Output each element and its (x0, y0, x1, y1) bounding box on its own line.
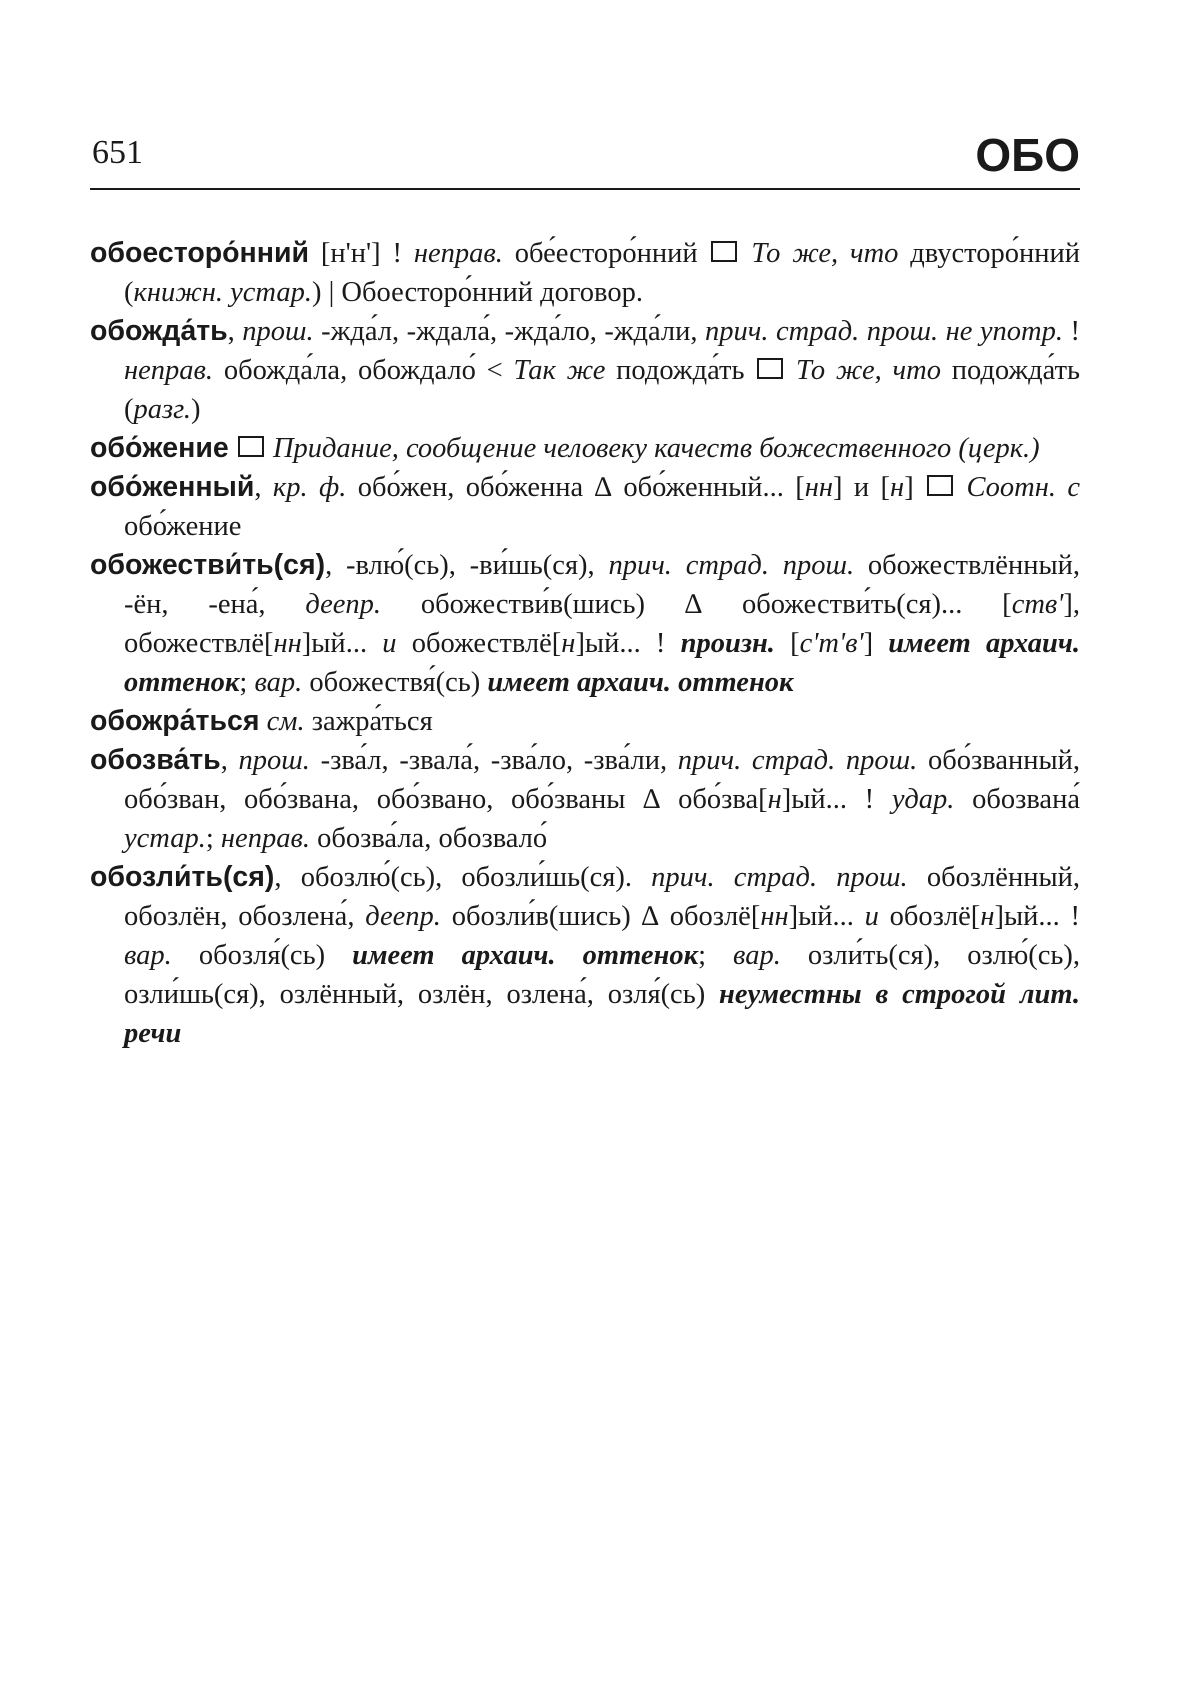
entry-headword: обожра́ться (90, 705, 260, 737)
square-box-icon (238, 436, 264, 457)
running-header (90, 118, 1080, 190)
dictionary-entry: обожестви́ть(ся), -влю́(сь), -ви́шь(ся), прич. страд. прош. обожествлённый, -ён, -ена́, деепр. обожестви́в(шись) ∆ обожестви́ть(ся)... [ств'], обожествлё[нн]ый... и обожествлё[н]ый... ! произн. [с'т'в'] имеет архаич. оттенок; вар. обожествя́(сь) имеет архаич. оттенок (90, 549, 1081, 698)
entry-headword: обожда́ть (90, 315, 228, 347)
dictionary-entry: обо́жение Придание, сообщение человеку качеств божественного (церк.) (90, 432, 1040, 464)
entry-headword: обо́жение (90, 432, 229, 464)
entry-headword: обозли́ть(ся) (90, 861, 275, 893)
entry-headword: обожестви́ть(ся) (90, 549, 326, 581)
dictionary-page (90, 118, 1080, 1053)
square-box-icon (711, 241, 737, 262)
page-number: 651 (92, 134, 143, 171)
entry-headword: обозва́ть (90, 744, 221, 776)
entry-headword: обо́женный (90, 471, 255, 503)
entries-list (90, 234, 1080, 1053)
dictionary-entry: обожда́ть, прош. -жда́л, -ждала́, -жда́ло, -жда́ли, прич. страд. прош. не употр. ! неправ. обожда́ла, обождало́ < Так же подожда́ть То же, что подожда́ть (разг.) (90, 315, 1081, 425)
square-box-icon (927, 475, 953, 496)
guide-word: ОБО (975, 129, 1080, 181)
dictionary-entry: обозва́ть, прош. -зва́л, -звала́, -зва́ло, -зва́ли, прич. страд. прош. обо́званный, обо́зван, обо́звана, обо́звано, обо́званы ∆ обо́зва[н]ый... ! удар. обозвана́ устар.; неправ. обозва́ла, обозвало́ (90, 744, 1080, 854)
dictionary-entry: обозли́ть(ся), обозлю́(сь), обозли́шь(ся). прич. страд. прош. обозлённый, обозлён, обозлена́, деепр. обозли́в(шись) ∆ обозлё[нн]ый... и обозлё[н]ый... ! вар. обозля́(сь) имеет архаич. оттенок; вар. озли́ть(ся), озлю́(сь), озли́шь(ся), озлённый, озлён, озлена́, озля́(сь) неуместны в строгой лит. речи (90, 861, 1081, 1049)
square-box-icon (757, 358, 783, 379)
dictionary-entry: обожра́ться см. зажра́ться (90, 705, 433, 737)
dictionary-entry: обо́женный, кр. ф. обо́жен, обо́женна ∆ обо́женный... [нн] и [н] Соотн. с обо́жение (90, 471, 1081, 542)
dictionary-entry: обоесторо́нний [н'н'] ! неправ. обе́есторо́нний То же, что двусторо́нний (книжн. устар.) | Обоесторо́нний договор. (90, 237, 1080, 308)
entry-headword: обоесторо́нний (90, 237, 310, 269)
